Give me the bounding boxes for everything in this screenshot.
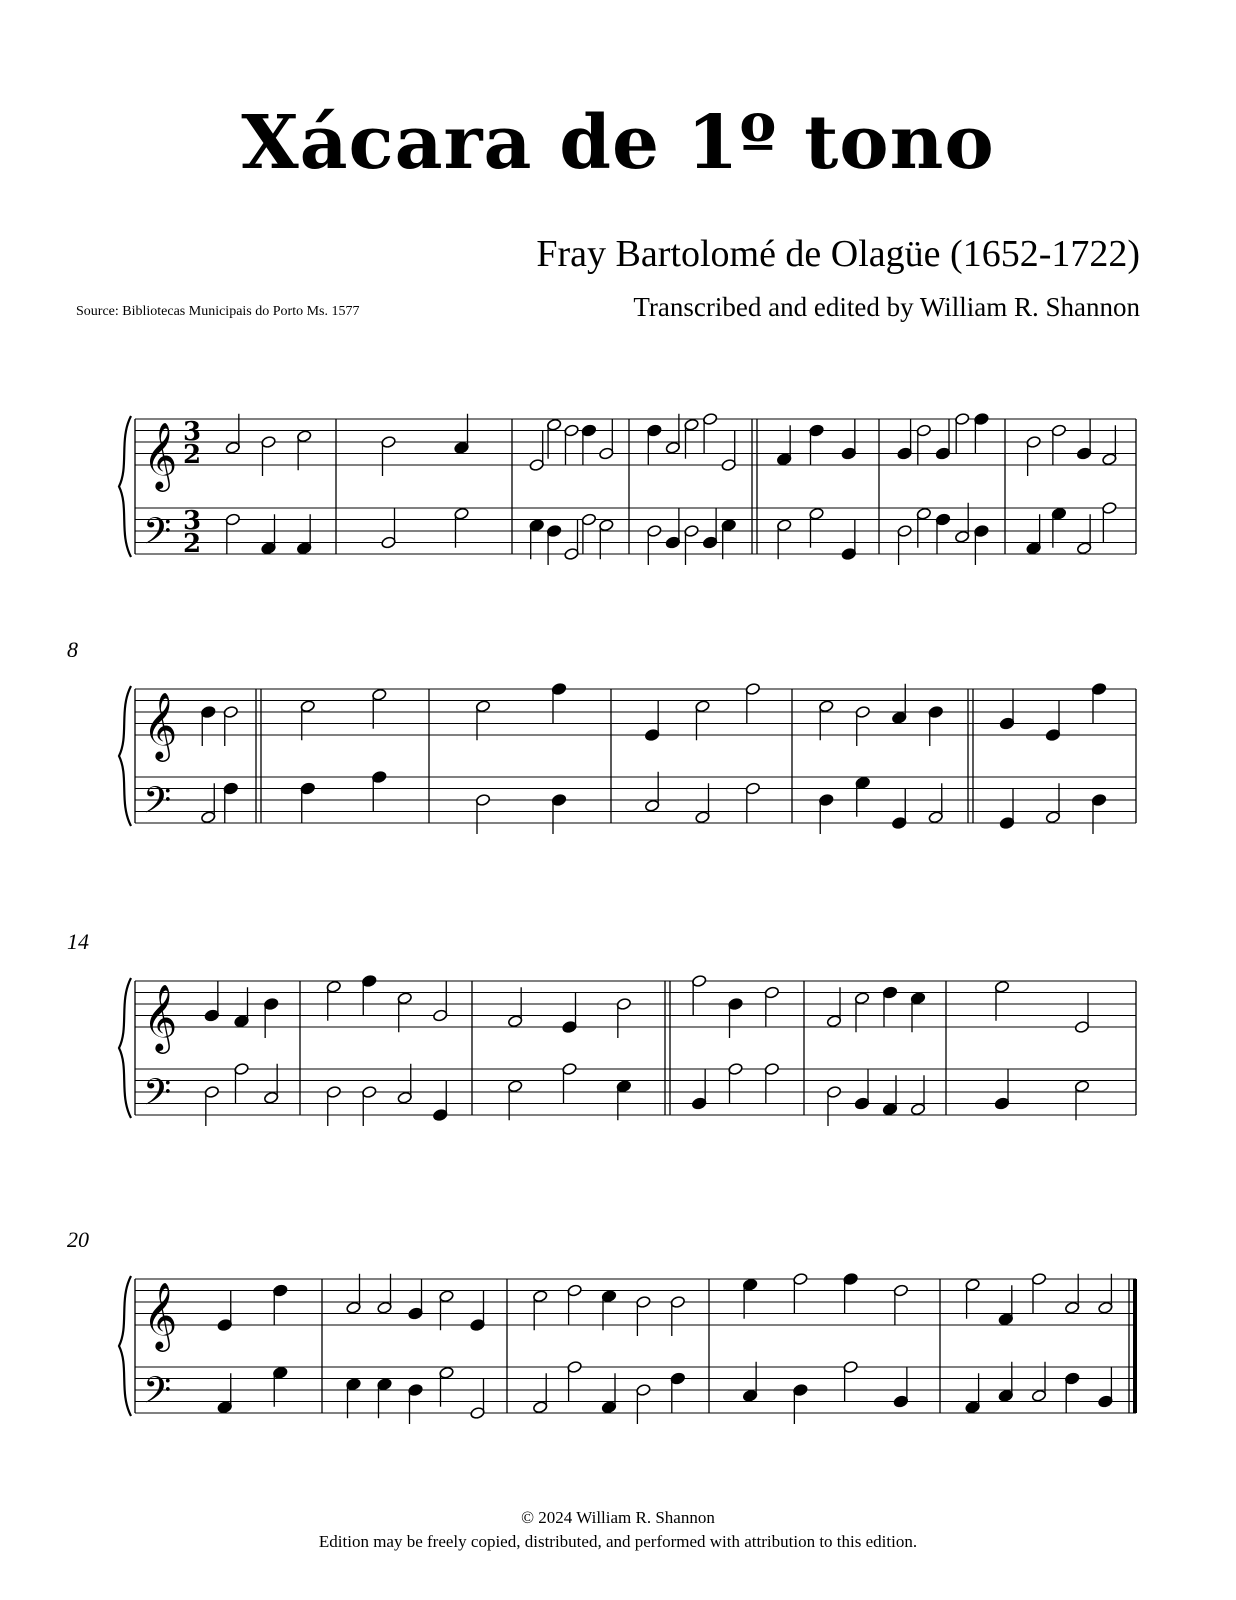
grand-staff-brace bbox=[119, 978, 131, 1118]
treble-clef-icon: 𝄞 bbox=[143, 421, 178, 489]
time-signature-denominator: 2 bbox=[183, 529, 202, 559]
measure-number: 8 bbox=[67, 637, 78, 662]
measure-number: 20 bbox=[67, 1227, 89, 1252]
bass-clef-icon: 𝄢 bbox=[143, 1071, 172, 1123]
grand-staff-brace bbox=[119, 1276, 131, 1416]
composer-credit: Fray Bartolomé de Olagüe (1652-1722) bbox=[536, 233, 1140, 275]
bass-clef-icon: 𝄢 bbox=[143, 1369, 172, 1421]
bass-clef-icon: 𝄢 bbox=[143, 510, 172, 562]
editor-credit: Transcribed and edited by William R. Shannon bbox=[633, 292, 1140, 322]
grand-staff-brace bbox=[119, 686, 131, 826]
measure-number: 14 bbox=[67, 929, 89, 954]
copyright-notice: © 2024 William R. Shannon bbox=[521, 1508, 715, 1527]
grand-staff-brace bbox=[119, 416, 131, 557]
time-signature-numerator: 3 bbox=[183, 417, 202, 447]
source-note: Source: Bibliotecas Municipais do Porto Ms. 1577 bbox=[76, 304, 360, 319]
treble-clef-icon: 𝄞 bbox=[143, 691, 178, 759]
treble-clef-icon: 𝄞 bbox=[143, 983, 178, 1051]
license-notice: Edition may be freely copied, distributed, and performed with attribution to this edition. bbox=[318, 1532, 918, 1551]
footer bbox=[0, 1506, 1236, 1554]
treble-clef-icon: 𝄞 bbox=[143, 1281, 178, 1349]
time-signature-numerator: 3 bbox=[183, 506, 202, 536]
piece-title: Xácara de 1º tono bbox=[241, 100, 995, 186]
bass-clef-icon: 𝄢 bbox=[143, 779, 172, 831]
time-signature-denominator: 2 bbox=[183, 440, 202, 470]
